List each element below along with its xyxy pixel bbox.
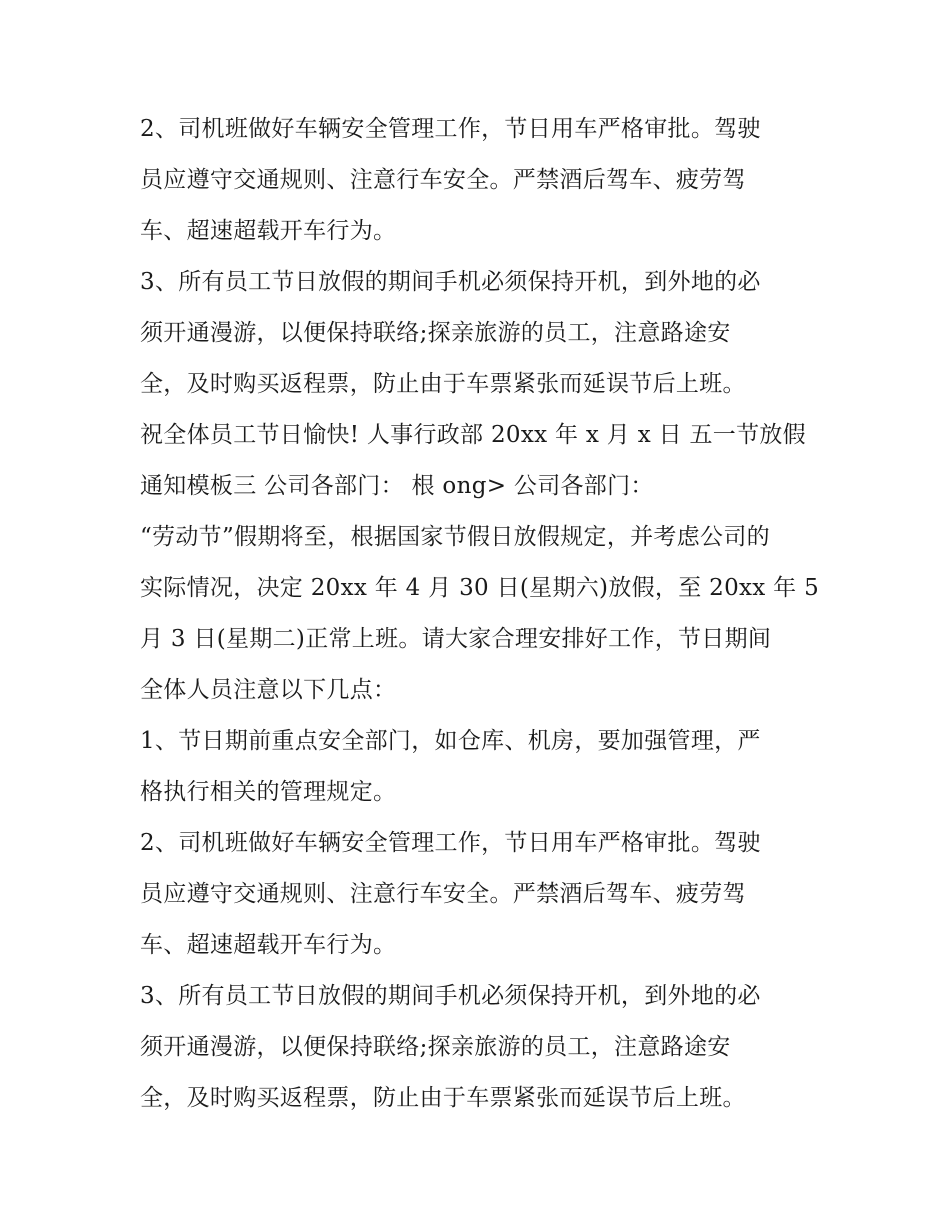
text-line: 全，及时购买返程票，防止由于车票紧张而延误节后上班。	[140, 371, 746, 397]
text-line: 员应遵守交通规则、注意行车安全。严禁酒后驾车、疲劳驾	[140, 881, 746, 907]
text-line: 格执行相关的管理规定。	[140, 779, 397, 805]
text-line: 车、超速超载开车行为。	[140, 218, 397, 244]
text-line: 2、司机班做好车辆安全管理工作，节日用车严格审批。驾驶	[140, 116, 761, 142]
text-line: 全体人员注意以下几点：	[140, 677, 397, 703]
text-line: 须开通漫游，以便保持联络;探亲旅游的员工，注意路途安	[140, 1034, 731, 1060]
text-line: “劳动节”假期将至，根据国家节假日放假规定，并考虑公司的	[140, 524, 770, 550]
text-line: 祝全体员工节日愉快! 人事行政部 20xx 年 x 月 x 日 五一节放假	[140, 422, 806, 448]
document-body	[140, 104, 820, 1124]
text-line: 1、节日期前重点安全部门，如仓库、机房，要加强管理，严	[140, 728, 761, 754]
text-line: 须开通漫游，以便保持联络;探亲旅游的员工，注意路途安	[140, 320, 731, 346]
text-line: 通知模板三 公司各部门： 根 ong> 公司各部门：	[140, 473, 654, 499]
text-line: 全，及时购买返程票，防止由于车票紧张而延误节后上班。	[140, 1085, 746, 1111]
text-line: 3、所有员工节日放假的期间手机必须保持开机，到外地的必	[140, 269, 761, 295]
text-line: 实际情况，决定 20xx 年 4 月 30 日(星期六)放假，至 20xx 年 5	[140, 575, 819, 601]
text-line: 月 3 日(星期二)正常上班。请大家合理安排好工作，节日期间	[140, 626, 772, 652]
text-line: 3、所有员工节日放假的期间手机必须保持开机，到外地的必	[140, 983, 761, 1009]
text-line: 2、司机班做好车辆安全管理工作，节日用车严格审批。驾驶	[140, 830, 761, 856]
text-line: 员应遵守交通规则、注意行车安全。严禁酒后驾车、疲劳驾	[140, 167, 746, 193]
text-line: 车、超速超载开车行为。	[140, 932, 397, 958]
